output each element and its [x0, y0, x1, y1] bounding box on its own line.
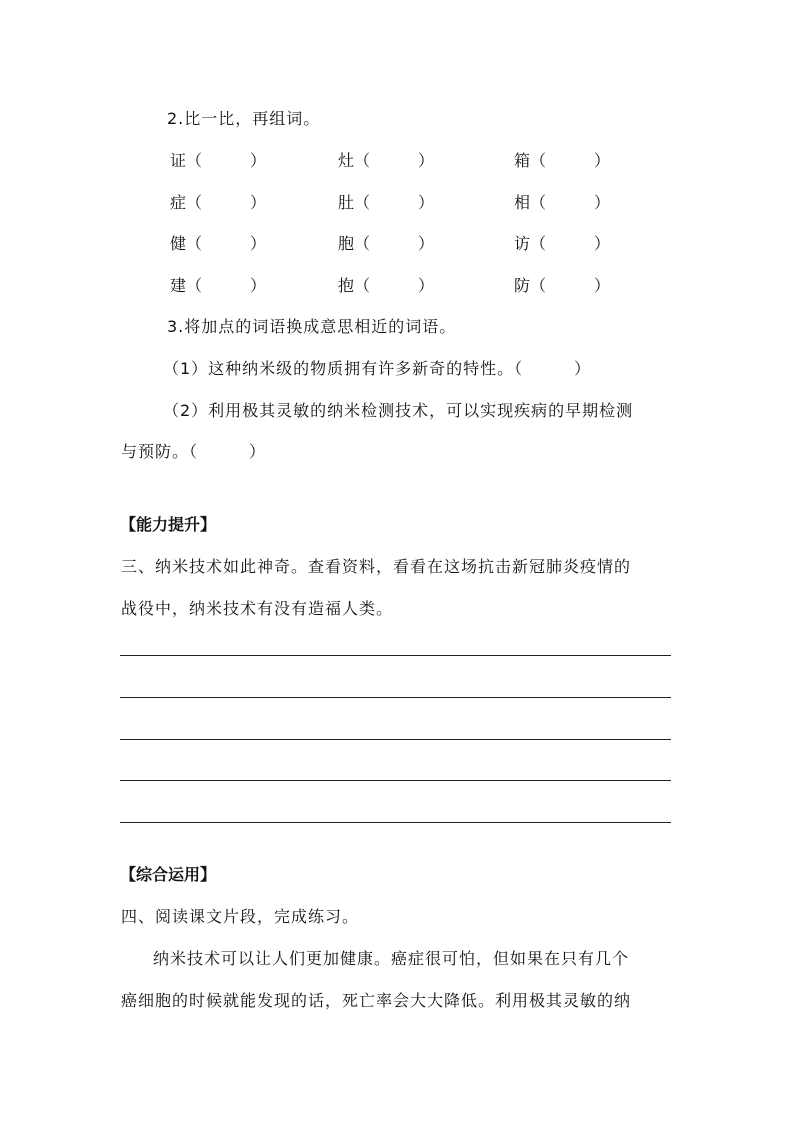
grid-cell: 灶（ ） — [338, 151, 435, 170]
grid-cell: 肚（ ） — [338, 193, 435, 212]
grid-cell: 防（ ） — [514, 276, 611, 295]
grid-cell: 访（ ） — [514, 234, 611, 253]
passage-line1: 纳米技术可以让人们更加健康。癌症很可怕，但如果在只有几个 — [153, 949, 630, 968]
section2-title: 2.比一比，再组词。 — [167, 109, 321, 128]
answer-line[interactable] — [120, 739, 671, 740]
answer-line[interactable] — [120, 697, 671, 698]
section3-title: 3.将加点的词语换成意思相近的词语。 — [167, 317, 457, 336]
grid-cell: 健（ ） — [170, 234, 267, 253]
ability-question-line2: 战役中，纳米技术有没有造福人类。 — [121, 599, 394, 618]
grid-cell: 症（ ） — [170, 193, 267, 212]
grid-cell: 建（ ） — [170, 276, 267, 295]
passage-line2: 癌细胞的时候就能发现的话，死亡率会大大降低。利用极其灵敏的纳 — [121, 991, 632, 1010]
comprehensive-question: 四、阅读课文片段，完成练习。 — [121, 907, 360, 926]
grid-cell: 抱（ ） — [338, 276, 435, 295]
ability-question-line1: 三、纳米技术如此神奇。查看资料，看看在这场抗击新冠肺炎疫情的 — [121, 557, 632, 576]
section3-item2-line1: （2）利用极其灵敏的纳米检测技术，可以实现疾病的早期检测 — [163, 401, 634, 420]
section3-item2-line2: 与预防。（ ） — [121, 442, 267, 461]
answer-line[interactable] — [120, 780, 671, 781]
ability-heading: 【能力提升】 — [120, 515, 217, 534]
comprehensive-heading: 【综合运用】 — [120, 865, 217, 884]
answer-line[interactable] — [120, 655, 671, 656]
answer-line[interactable] — [120, 822, 671, 823]
grid-cell: 箱（ ） — [514, 151, 611, 170]
section3-item1: （1）这种纳米级的物质拥有许多新奇的特性。（ ） — [163, 359, 592, 378]
grid-cell: 胞（ ） — [338, 234, 435, 253]
grid-cell: 证（ ） — [170, 151, 267, 170]
grid-cell: 相（ ） — [514, 193, 611, 212]
